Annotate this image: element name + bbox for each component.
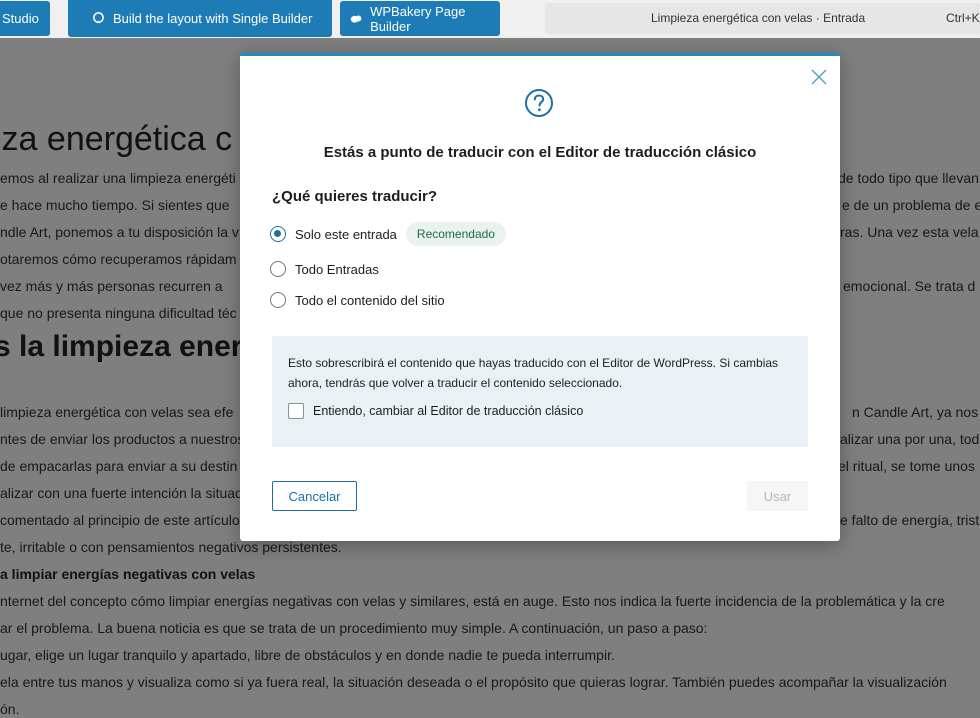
studio-button[interactable]: [0, 1, 50, 36]
single-builder-label: Build the layout with Single Builder: [113, 11, 313, 26]
option-label: Todo el contenido del sitio: [295, 292, 445, 308]
wpbakery-button[interactable]: [340, 1, 500, 36]
radio-unselected[interactable]: [270, 292, 286, 308]
notice-text: Esto sobrescribirá el contenido que hayas traducido con el Editor de WordPress. Si cambias ahora, tendrás que volver a traducir el contenido seleccionado.: [288, 356, 779, 390]
confirm-checkbox-label: Entiendo, cambiar al Editor de traducción clásico: [313, 404, 584, 418]
translate-question: ¿Qué quieres traducir?: [272, 188, 438, 205]
confirm-checkbox[interactable]: [288, 403, 304, 419]
cancel-button[interactable]: Cancelar: [272, 481, 357, 511]
modal-title: Estás a punto de traducir con el Editor de traducción clásico: [323, 144, 757, 161]
option-all-site-content[interactable]: [270, 289, 445, 311]
command-palette-bar[interactable]: [545, 3, 980, 34]
translation-editor-modal: [240, 53, 840, 541]
overwrite-notice: [272, 336, 808, 447]
option-all-posts[interactable]: [270, 258, 379, 280]
confirm-checkbox-row[interactable]: [288, 403, 792, 419]
option-label: Solo este entrada: [295, 226, 397, 242]
recommended-badge: Recomendado: [406, 222, 506, 246]
radio-unselected[interactable]: [270, 261, 286, 277]
use-button[interactable]: Usar: [747, 481, 808, 511]
document-title: Limpieza energética con velas · Entrada: [651, 11, 866, 25]
wpbakery-cloud-icon: [350, 12, 362, 25]
radio-selected[interactable]: [270, 226, 286, 242]
option-label: Todo Entradas: [295, 261, 379, 277]
close-icon[interactable]: [810, 68, 828, 86]
single-builder-button[interactable]: [68, 0, 332, 37]
shortcut-hint: Ctrl+K: [946, 11, 980, 25]
option-this-post[interactable]: [270, 223, 506, 245]
question-icon: [524, 88, 554, 118]
studio-label: Studio: [2, 11, 39, 26]
editor-toolbar: [0, 0, 980, 38]
wpbakery-label: WPBakery Page Builder: [370, 3, 466, 34]
builder-icon: [92, 12, 105, 25]
